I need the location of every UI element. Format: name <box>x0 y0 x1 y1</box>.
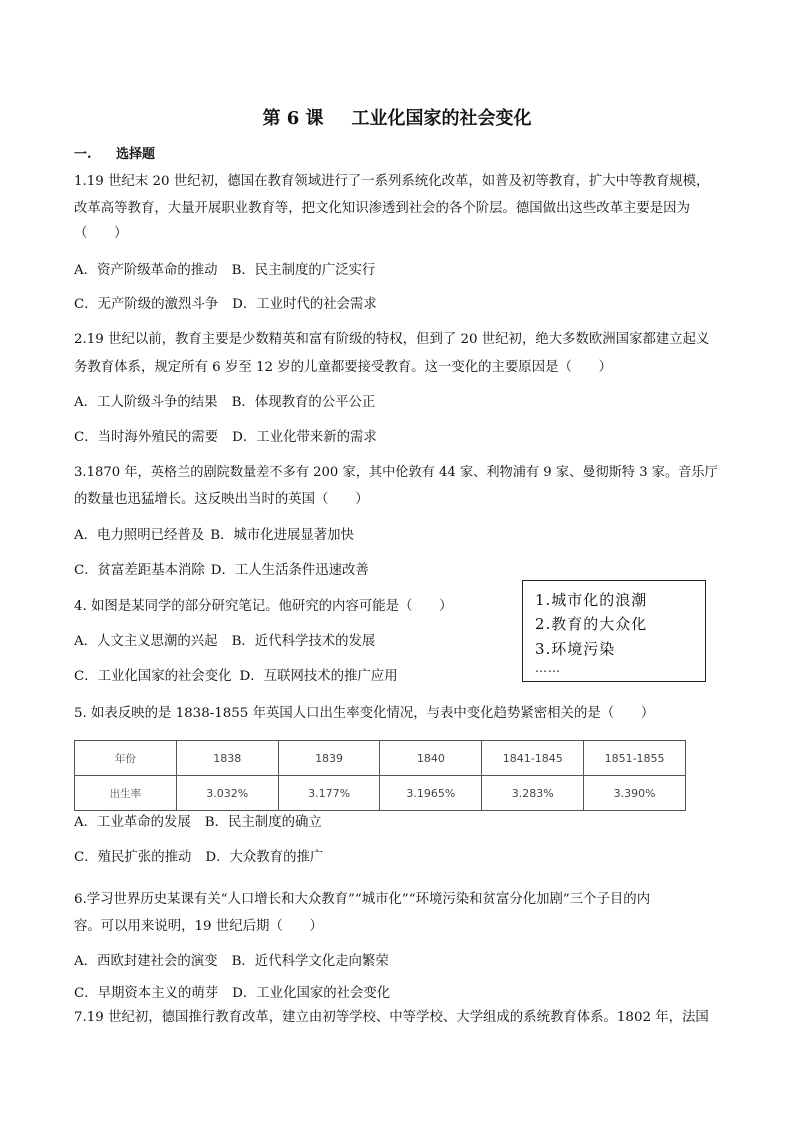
table-header-cell: 1838 <box>176 741 278 776</box>
q5-line-1: 5. 如表反映的是 1838-1855 年英国人口出生率变化情况，与表中变化趋势紧密相关的是（ ） <box>74 706 655 721</box>
q5-options-row-2 <box>74 846 323 865</box>
q6-option-a[interactable]: A．西欧封建社会的演变 <box>74 954 218 969</box>
q3-options-row-2 <box>74 559 369 578</box>
table-header-cell: 1839 <box>278 741 380 776</box>
q4-option-d[interactable]: D．互联网技术的推广应用 <box>239 669 398 684</box>
q6-options-row-1 <box>74 950 389 969</box>
table-cell: 3.283% <box>482 776 584 811</box>
q2-options-row-1 <box>74 391 375 410</box>
note-item-1: 1.城市化的浪潮 <box>535 591 648 609</box>
table-cell: 3.177% <box>278 776 380 811</box>
q1-options-row-1 <box>74 259 375 278</box>
q3-line-1: 3.1870 年，英格兰的剧院数量差不多有 200 家，其中伦敦有 44 家、利物浦有 9 家、曼彻斯特 3 家。音乐厅 <box>74 465 718 480</box>
q5-options-row-1 <box>74 811 322 830</box>
q2-options-row-2 <box>74 426 377 445</box>
q7-line-1: 7.19 世纪初，德国推行教育改革，建立由初等学校、中等学校、大学组成的系统教育体系。1802 年，法国 <box>74 1010 709 1025</box>
page-title <box>0 104 794 130</box>
q1-options-row-2 <box>74 293 377 312</box>
table-cell: 出生率 <box>75 776 177 811</box>
q1-option-a[interactable]: A．资产阶级革命的推动 <box>74 263 218 278</box>
q3-option-a[interactable]: A．电力照明已经普及 <box>74 528 205 543</box>
q2-option-b[interactable]: B．体现教育的公平公正 <box>231 395 376 410</box>
table-row <box>75 776 686 811</box>
q6-option-d[interactable]: D．工业化国家的社会变化 <box>232 986 391 1001</box>
q5-option-d[interactable]: D．大众教育的推广 <box>205 850 324 865</box>
q6-option-c[interactable]: C．早期资本主义的萌芽 <box>74 986 219 1001</box>
q2-line-2: 务教育体系，规定所有 6 岁至 12 岁的儿童都要接受教育。这一变化的主要原因是（ ） <box>74 360 613 375</box>
q6-line-1: 6.学习世界历史某课有关“人口增长和大众教育”“城市化”“环境污染和贫富分化加剧”三个子目的内 <box>74 892 651 907</box>
q3-option-c[interactable]: C．贫富差距基本消除 <box>74 563 205 578</box>
q5-option-a[interactable]: A．工业革命的发展 <box>74 815 191 830</box>
q6-options-row-2 <box>74 982 390 1001</box>
note-ellipsis: …… <box>535 661 561 675</box>
q2-line-1: 2.19 世纪以前，教育主要是少数精英和富有阶级的特权，但到了 20 世纪初，绝大多数欧洲国家都建立起义 <box>74 332 710 347</box>
q3-options-row-1 <box>74 524 354 543</box>
birth-rate-table <box>74 740 686 811</box>
table-cell: 3.032% <box>176 776 278 811</box>
q2-option-a[interactable]: A．工人阶级斗争的结果 <box>74 395 218 410</box>
section-heading <box>74 143 155 162</box>
table-header-cell: 1851-1855 <box>584 741 686 776</box>
table-header-cell: 1841-1845 <box>482 741 584 776</box>
q2-option-c[interactable]: C．当时海外殖民的需要 <box>74 430 219 445</box>
note-item-3: 3.环境污染 <box>535 640 616 658</box>
q1-option-d[interactable]: D．工业时代的社会需求 <box>232 297 377 312</box>
q5-option-c[interactable]: C．殖民扩张的推动 <box>74 850 192 865</box>
q4-options-row-2 <box>74 665 398 684</box>
lesson-number: 第 6 课 <box>262 108 324 129</box>
q1-option-b[interactable]: B．民主制度的广泛实行 <box>231 263 376 278</box>
table-header-cell: 1840 <box>380 741 482 776</box>
q1-line-1: 1.19 世纪末 20 世纪初，德国在教育领域进行了一系列系统化改革，如普及初等教育，扩大中等教育规模， <box>74 174 710 189</box>
q3-option-b[interactable]: B．城市化进展显著加快 <box>210 528 354 543</box>
q1-line-2: 改革高等教育，大量开展职业教育等，把文化知识渗透到社会的各个阶层。德国做出这些改革主要是因为 <box>74 201 690 216</box>
q4-option-c[interactable]: C．工业化国家的社会变化 <box>74 669 232 684</box>
section-label: 选择题 <box>116 147 156 162</box>
table-header-row <box>75 741 686 776</box>
lesson-topic: 工业化国家的社会变化 <box>351 108 532 129</box>
q3-option-d[interactable]: D．工人生活条件迅速改善 <box>210 563 369 578</box>
q4-option-b[interactable]: B．近代科学技术的发展 <box>231 634 376 649</box>
q4-option-a[interactable]: A．人文主义思潮的兴起 <box>74 634 218 649</box>
table-cell: 3.390% <box>584 776 686 811</box>
q5-option-b[interactable]: B．民主制度的确立 <box>204 815 322 830</box>
q4-options-row-1 <box>74 630 375 649</box>
q4-line-1: 4. 如图是某同学的部分研究笔记。他研究的内容可能是（ ） <box>74 599 453 614</box>
q3-line-2: 的数量也迅猛增长。这反映出当时的英国（ ） <box>74 492 369 507</box>
note-item-2: 2.教育的大众化 <box>535 615 648 633</box>
q6-option-b[interactable]: B．近代科学文化走向繁荣 <box>231 954 389 969</box>
table-header-cell: 年份 <box>75 741 177 776</box>
q2-option-d[interactable]: D．工业化带来新的需求 <box>232 430 377 445</box>
q1-line-3: （ ） <box>74 226 128 241</box>
table-cell: 3.1965% <box>380 776 482 811</box>
research-note-box <box>522 580 706 682</box>
q1-option-c[interactable]: C．无产阶级的激烈斗争 <box>74 297 219 312</box>
q6-line-2: 容。可以用来说明，19 世纪后期（ ） <box>74 919 323 934</box>
section-number: 一. <box>74 147 92 162</box>
